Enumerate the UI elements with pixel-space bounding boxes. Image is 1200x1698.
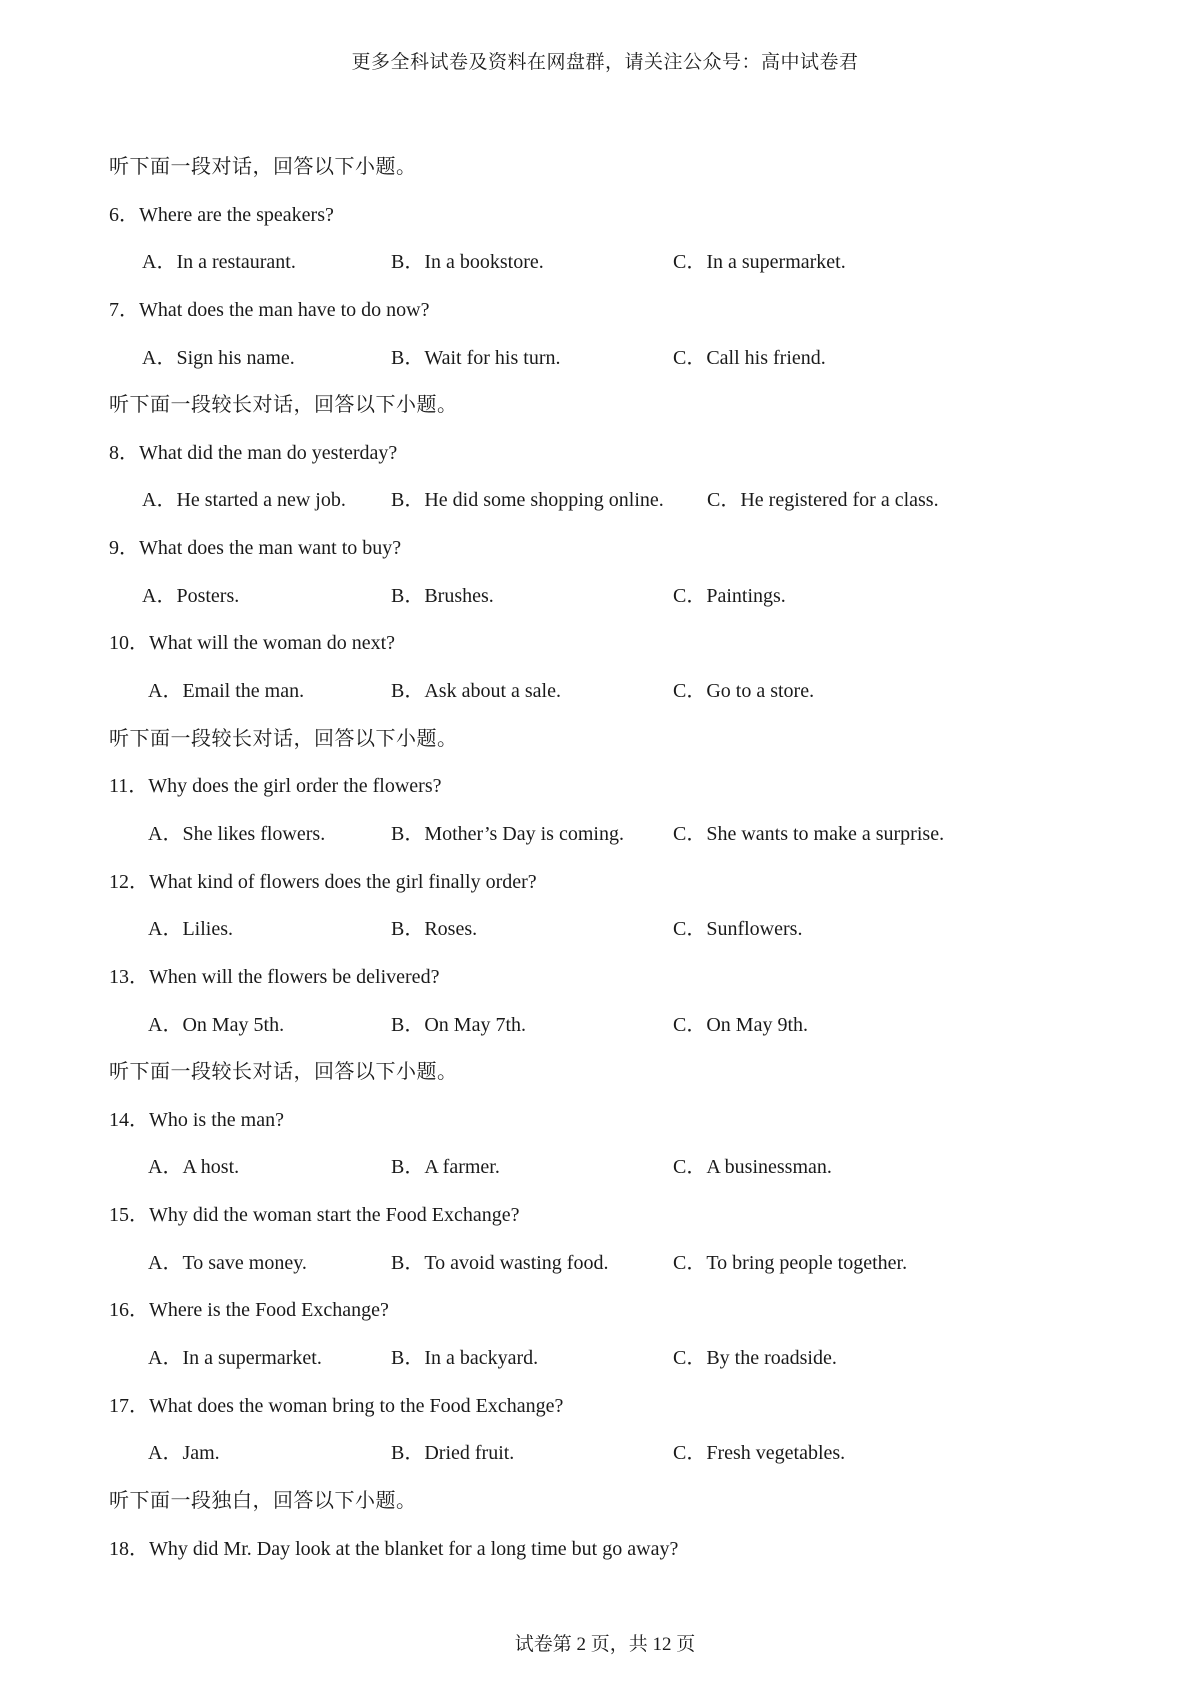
question-16-options — [0, 1335, 1200, 1383]
question-13 — [0, 954, 1200, 1002]
question-stem: 16．Where is the Food Exchange? — [109, 1299, 389, 1322]
option-c: C．On May 9th. — [673, 1013, 808, 1036]
question-14 — [0, 1097, 1200, 1145]
option-c: C．Paintings. — [673, 584, 786, 607]
question-16 — [0, 1287, 1200, 1335]
question-14-options — [0, 1144, 1200, 1192]
page-header-notice: 更多全科试卷及资料在网盘群，请关注公众号：高中试卷君 — [351, 52, 859, 73]
option-a: A．On May 5th. — [148, 1013, 285, 1036]
section-intro-text: 听下面一段对话，回答以下小题。 — [109, 156, 417, 178]
question-6 — [0, 192, 1200, 240]
option-c: C．Go to a store. — [673, 680, 815, 703]
question-stem: 18．Why did Mr. Day look at the blanket for a long time but go away? — [109, 1537, 679, 1560]
question-stem: 15．Why did the woman start the Food Exchange? — [109, 1204, 520, 1227]
question-10 — [0, 620, 1200, 668]
question-stem: 6．Where are the speakers? — [109, 203, 334, 226]
option-c: C．He registered for a class. — [707, 489, 939, 512]
option-b: B．Roses. — [391, 918, 478, 941]
question-8 — [0, 430, 1200, 478]
section-intro-text: 听下面一段较长对话，回答以下小题。 — [109, 727, 458, 750]
option-a: A．To save money. — [148, 1251, 307, 1274]
option-a: A．In a supermarket. — [148, 1347, 322, 1370]
option-b: B．Ask about a sale. — [391, 680, 561, 703]
option-a: A．Email the man. — [148, 680, 305, 703]
question-stem: 17．What does the woman bring to the Food Exchange? — [109, 1394, 564, 1417]
question-stem: 9．What does the man want to buy? — [109, 537, 402, 560]
option-c: C．Fresh vegetables. — [673, 1442, 846, 1465]
option-a: A．Lilies. — [148, 918, 233, 941]
question-6-options — [0, 239, 1200, 287]
section-intro — [0, 144, 1200, 192]
option-b: B．To avoid wasting food. — [391, 1251, 609, 1274]
question-11 — [0, 763, 1200, 811]
question-stem: 7．What does the man have to do now? — [109, 298, 430, 321]
question-stem: 10．What will the woman do next? — [109, 632, 396, 655]
section-intro — [0, 1478, 1200, 1526]
option-c: C．Call his friend. — [673, 346, 826, 369]
option-b: B．On May 7th. — [391, 1013, 526, 1036]
option-a: A．She likes flowers. — [148, 822, 326, 845]
option-b: B．Wait for his turn. — [391, 346, 561, 369]
option-a: A．In a restaurant. — [142, 251, 296, 274]
option-a: A．Sign his name. — [142, 346, 295, 369]
option-a: A．A host. — [148, 1156, 240, 1179]
question-12 — [0, 859, 1200, 907]
question-10-options — [0, 668, 1200, 716]
question-8-options — [0, 477, 1200, 525]
question-stem: 11．Why does the girl order the flowers? — [109, 775, 442, 798]
question-stem: 13．When will the flowers be delivered? — [109, 965, 440, 988]
option-c: C．By the roadside. — [673, 1347, 837, 1370]
section-intro-text: 听下面一段独白，回答以下小题。 — [109, 1489, 417, 1512]
question-13-options — [0, 1002, 1200, 1050]
exam-content — [0, 144, 1200, 1573]
option-c: C．A businessman. — [673, 1156, 832, 1179]
option-c: C．Sunflowers. — [673, 918, 803, 941]
option-a: A．Jam. — [148, 1442, 220, 1465]
section-intro — [0, 382, 1200, 430]
question-11-options — [0, 811, 1200, 859]
option-b: B．Mother’s Day is coming. — [391, 822, 624, 845]
question-12-options — [0, 906, 1200, 954]
option-a: A．Posters. — [142, 584, 240, 607]
question-15 — [0, 1192, 1200, 1240]
question-7 — [0, 287, 1200, 335]
option-c: C．To bring people together. — [673, 1251, 908, 1274]
page-footer-number: 试卷第 2 页，共 12 页 — [514, 1634, 696, 1655]
question-18 — [0, 1526, 1200, 1574]
question-7-options — [0, 335, 1200, 383]
section-intro-text: 听下面一段较长对话，回答以下小题。 — [109, 1061, 458, 1084]
option-c: C．She wants to make a surprise. — [673, 822, 945, 845]
option-b: B．In a bookstore. — [391, 251, 544, 274]
question-9-options — [0, 573, 1200, 621]
section-intro — [0, 716, 1200, 764]
question-stem: 14．Who is the man? — [109, 1108, 284, 1131]
option-c: C．In a supermarket. — [673, 251, 846, 274]
option-b: B．Dried fruit. — [391, 1442, 515, 1465]
option-a: A．He started a new job. — [142, 489, 346, 512]
section-intro-text: 听下面一段较长对话，回答以下小题。 — [109, 394, 458, 417]
question-15-options — [0, 1240, 1200, 1288]
question-17 — [0, 1383, 1200, 1431]
question-stem: 8．What did the man do yesterday? — [109, 441, 398, 464]
question-9 — [0, 525, 1200, 573]
option-b: B．In a backyard. — [391, 1347, 539, 1370]
question-17-options — [0, 1430, 1200, 1478]
option-b: B．A farmer. — [391, 1156, 500, 1179]
question-stem: 12．What kind of flowers does the girl finally order? — [109, 870, 537, 893]
option-b: B．Brushes. — [391, 584, 494, 607]
option-b: B．He did some shopping online. — [391, 489, 664, 512]
section-intro — [0, 1049, 1200, 1097]
